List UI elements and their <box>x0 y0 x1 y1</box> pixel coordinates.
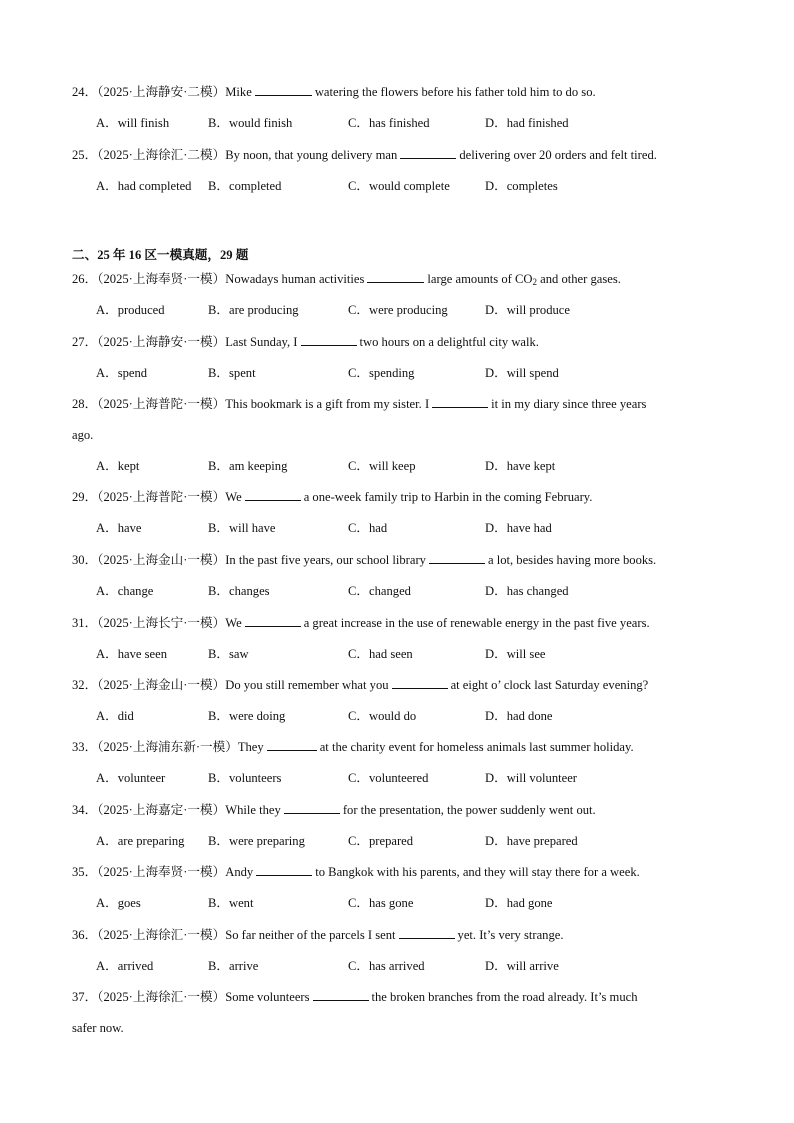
question-source: （2025·上海金山·一模） <box>97 553 226 567</box>
question-stem <box>72 864 640 880</box>
question-stem <box>72 927 564 943</box>
answer-option: B．were preparing <box>208 834 305 848</box>
answer-blank <box>301 334 357 346</box>
question-stem <box>72 334 539 350</box>
stem-text-after: watering the flowers before his father told him to do so. <box>314 85 596 99</box>
question-stem <box>72 147 657 163</box>
question-number: 37． <box>72 990 98 1004</box>
stem-text-before: While they <box>225 803 281 817</box>
answer-blank <box>399 927 455 939</box>
question-source: （2025·上海普陀·一模） <box>97 490 226 504</box>
stem-text-after: the broken branches from the road already. It’s much <box>371 990 638 1004</box>
question-number: 30． <box>72 553 98 567</box>
question-number: 27． <box>72 335 98 349</box>
question-source: （2025·上海奉贤·一模） <box>97 865 226 879</box>
answer-option: D．have kept <box>485 459 556 473</box>
stem-text-before: Andy <box>225 865 254 879</box>
question-source: （2025·上海嘉定·一模） <box>97 803 226 817</box>
stem-text-before: Some volunteers <box>225 990 310 1004</box>
stem-text-before: Do you still remember what you <box>225 678 389 692</box>
stem-text-after: two hours on a delightful city walk. <box>359 335 539 349</box>
answer-blank <box>429 552 485 564</box>
stem-text-before: This bookmark is a gift from my sister. I <box>225 397 430 411</box>
answer-option: A．change <box>96 584 154 598</box>
stem-text-after: and other gases. <box>536 272 621 286</box>
stem-text-before: So far neither of the parcels I sent <box>225 928 396 942</box>
answer-option: C．has gone <box>348 896 414 910</box>
question-number: 34． <box>72 803 98 817</box>
stem-text-after: at the charity event for homeless animals last summer holiday. <box>319 740 634 754</box>
stem-text-after: for the presentation, the power suddenly went out. <box>342 803 596 817</box>
answer-option: A．produced <box>96 303 165 317</box>
stem-text-before: In the past five years, our school library <box>225 553 426 567</box>
question-stem-continued: ago. <box>72 428 94 442</box>
question-number: 32． <box>72 678 98 692</box>
answer-option: C．has finished <box>348 116 430 130</box>
question-number: 25． <box>72 148 98 162</box>
subscript-text: 2 <box>532 277 537 287</box>
answer-option: D．has changed <box>485 584 569 598</box>
answer-option: D．will produce <box>485 303 570 317</box>
answer-option: A．goes <box>96 896 141 910</box>
answer-option: A．volunteer <box>96 771 166 785</box>
stem-text-before: Last Sunday, I <box>225 335 298 349</box>
answer-blank <box>245 615 301 627</box>
answer-option: A．will finish <box>96 116 170 130</box>
question-stem <box>72 802 596 818</box>
stem-text-after: delivering over 20 orders and felt tired. <box>459 148 657 162</box>
question-stem <box>72 989 638 1005</box>
question-source: （2025·上海长宁·一模） <box>97 616 226 630</box>
answer-option: A．did <box>96 709 134 723</box>
stem-text-before: By noon, that young delivery man <box>225 148 398 162</box>
stem-text-before: Nowadays human activities <box>225 272 365 286</box>
answer-option: C．prepared <box>348 834 414 848</box>
answer-option: A．spend <box>96 366 148 380</box>
answer-option: C．volunteered <box>348 771 429 785</box>
stem-text-after: yet. It’s very strange. <box>457 928 564 942</box>
answer-option: C．will keep <box>348 459 416 473</box>
question-stem <box>72 489 592 505</box>
answer-blank <box>255 84 312 96</box>
stem-text-after: at eight o’ clock last Saturday evening? <box>450 678 649 692</box>
answer-option: C．changed <box>348 584 411 598</box>
answer-option: D．had done <box>485 709 553 723</box>
question-stem <box>72 271 621 287</box>
answer-option: C．would do <box>348 709 417 723</box>
question-number: 26． <box>72 272 98 286</box>
answer-option: B．completed <box>208 179 282 193</box>
stem-text-before: We <box>225 490 242 504</box>
answer-option: B．saw <box>208 647 249 661</box>
answer-blank <box>400 147 456 159</box>
answer-option: C．has arrived <box>348 959 425 973</box>
answer-blank <box>256 864 312 876</box>
answer-option: B．changes <box>208 584 270 598</box>
answer-option: B．went <box>208 896 254 910</box>
answer-option: A．have seen <box>96 647 167 661</box>
question-stem <box>72 84 596 100</box>
question-source: （2025·上海徐汇·一模） <box>97 990 226 1004</box>
question-number: 33． <box>72 740 98 754</box>
answer-option: C．had <box>348 521 388 535</box>
answer-option: A．had completed <box>96 179 192 193</box>
stem-text-after: it in my diary since three years <box>491 397 647 411</box>
answer-option: B．am keeping <box>208 459 288 473</box>
question-stem <box>72 396 646 412</box>
answer-blank <box>432 396 488 408</box>
question-number: 35． <box>72 865 98 879</box>
answer-blank <box>284 802 340 814</box>
answer-option: B．arrive <box>208 959 259 973</box>
answer-option: C．would complete <box>348 179 450 193</box>
stem-text-after: to Bangkok with his parents, and they will stay there for a week. <box>315 865 640 879</box>
answer-option: D．will volunteer <box>485 771 577 785</box>
question-number: 29． <box>72 490 98 504</box>
answer-option: B．spent <box>208 366 256 380</box>
answer-option: B．volunteers <box>208 771 282 785</box>
question-source: （2025·上海奉贤·一模） <box>97 272 226 286</box>
answer-blank <box>267 739 317 751</box>
question-source: （2025·上海徐汇·一模） <box>97 928 226 942</box>
stem-text-after: a great increase in the use of renewable energy in the past five years. <box>303 616 650 630</box>
answer-option: C．were producing <box>348 303 448 317</box>
answer-option: B．will have <box>208 521 276 535</box>
stem-text-after: a one-week family trip to Harbin in the coming February. <box>303 490 593 504</box>
answer-option: A．have <box>96 521 142 535</box>
stem-text-after: large amounts of CO <box>427 272 533 286</box>
answer-option: D．have prepared <box>485 834 578 848</box>
question-stem <box>72 739 634 755</box>
answer-option: D．will see <box>485 647 546 661</box>
answer-option: A．arrived <box>96 959 154 973</box>
question-source: （2025·上海徐汇·二模） <box>97 148 226 162</box>
question-source: （2025·上海静安·一模） <box>97 335 226 349</box>
answer-option: D．had gone <box>485 896 553 910</box>
answer-blank <box>392 677 448 689</box>
answer-option: B．were doing <box>208 709 286 723</box>
answer-option: B．would finish <box>208 116 293 130</box>
answer-option: D．will arrive <box>485 959 559 973</box>
answer-option: C．had seen <box>348 647 413 661</box>
question-number: 28． <box>72 397 98 411</box>
answer-option: D．have had <box>485 521 552 535</box>
question-stem <box>72 677 648 693</box>
stem-text-before: They <box>237 740 264 754</box>
answer-option: B．are producing <box>208 303 299 317</box>
answer-blank <box>313 989 369 1001</box>
question-source: （2025·上海金山·一模） <box>97 678 226 692</box>
answer-option: D．will spend <box>485 366 559 380</box>
question-stem <box>72 552 656 568</box>
question-source: （2025·上海静安·二模） <box>97 85 226 99</box>
question-stem-continued: safer now. <box>72 1021 124 1035</box>
answer-option: C．spending <box>348 366 415 380</box>
answer-blank <box>367 271 424 283</box>
answer-option: D．had finished <box>485 116 569 130</box>
question-number: 24． <box>72 85 98 99</box>
section-title: 二、25 年 16 区一模真题，29 题 <box>72 248 249 262</box>
answer-option: D．completes <box>485 179 558 193</box>
answer-blank <box>245 489 301 501</box>
stem-text-before: Mike <box>225 85 252 99</box>
question-source: （2025·上海浦东新·一模） <box>97 740 238 754</box>
question-stem <box>72 615 650 631</box>
question-source: （2025·上海普陀·一模） <box>97 397 226 411</box>
question-number: 31． <box>72 616 98 630</box>
answer-option: A．are preparing <box>96 834 185 848</box>
answer-option: A．kept <box>96 459 140 473</box>
stem-text-after: a lot, besides having more books. <box>487 553 657 567</box>
question-number: 36． <box>72 928 98 942</box>
stem-text-before: We <box>225 616 242 630</box>
